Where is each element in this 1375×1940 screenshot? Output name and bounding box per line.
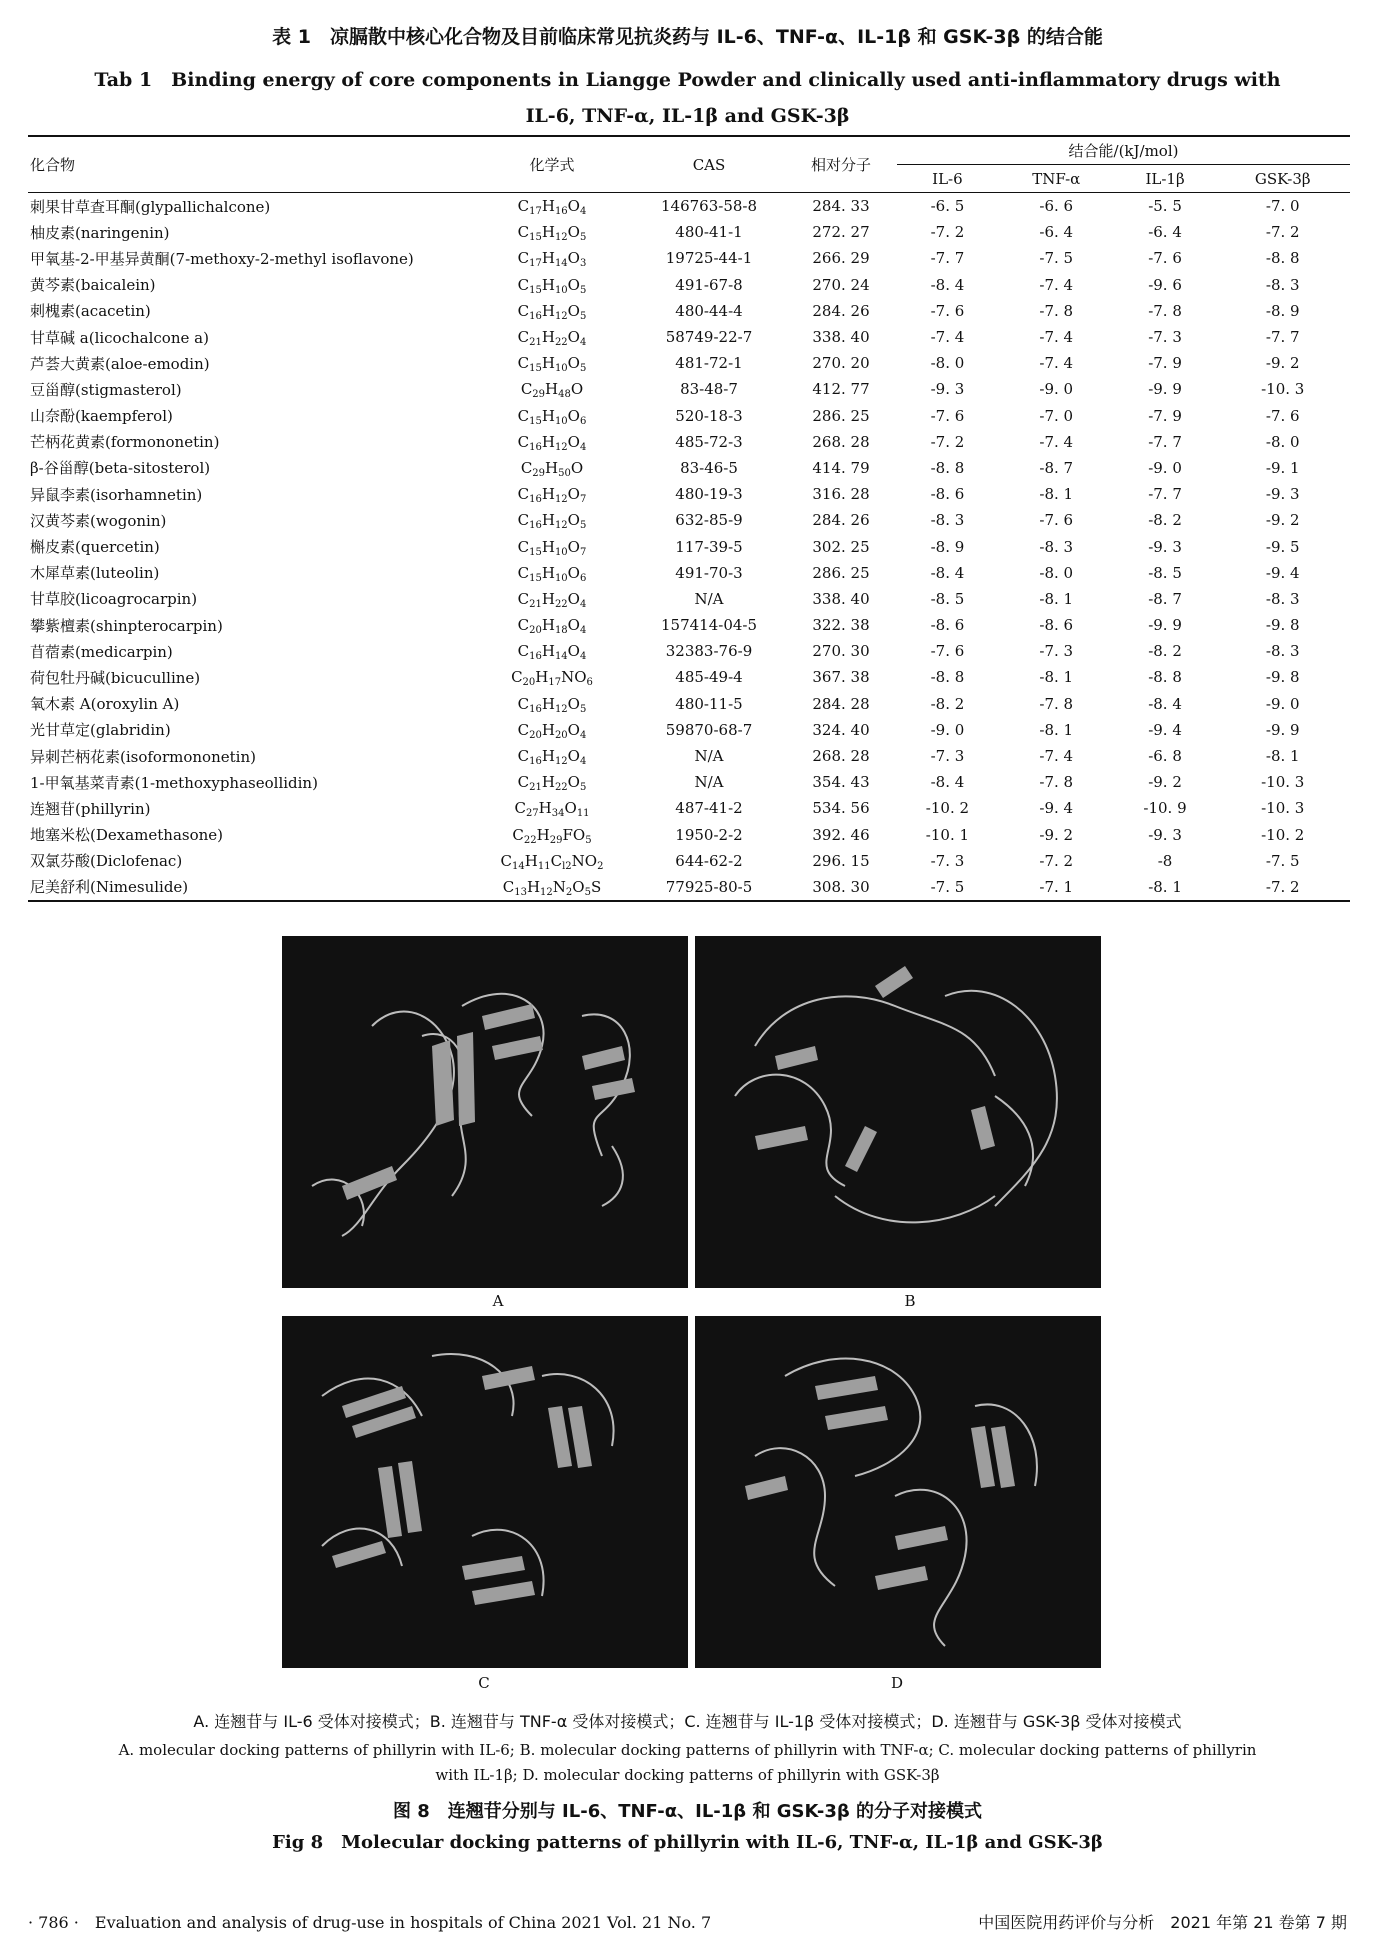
binding-gsk: -9. 2 [1265,511,1300,530]
cas-number: 59870-68-7 [665,720,753,739]
binding-il1b: -8. 7 [1148,589,1182,608]
binding-il1b: -7. 7 [1148,485,1182,504]
binding-il6: -7. 4 [930,328,965,347]
binding-il6: -8. 4 [930,563,965,582]
chemical-formula: $C_{16}H_{12}O_4$ [517,432,587,453]
table-row [28,193,1350,220]
table-row [28,612,1350,638]
header-il1b: IL-1β [1115,165,1216,193]
binding-il1b: -9. 6 [1148,275,1182,294]
binding-il1b: -7. 6 [1148,249,1182,268]
table-row [28,560,1350,586]
binding-tnf: -9. 2 [1039,825,1074,844]
compound-name: 甲氧基-2-甲基异黄酮(7-methoxy-2-methyl isoflavone) [30,249,414,268]
table-row [28,848,1350,874]
chemical-formula: $C_{21}H_{22}O_4$ [517,328,587,349]
table-row [28,717,1350,743]
binding-il1b: -8. 4 [1148,694,1182,713]
binding-il6: -7. 3 [930,747,965,766]
binding-gsk: -9. 8 [1265,616,1300,635]
chemical-formula: $C_{16}H_{12}O_7$ [517,485,587,506]
cas-number: 485-49-4 [675,668,743,687]
binding-il6: -10. 2 [925,799,970,818]
panel-c-label: C [478,1674,490,1692]
protein-structure-b [695,936,1101,1288]
binding-gsk: -8. 3 [1265,275,1300,294]
binding-gsk: -10. 3 [1261,380,1305,399]
binding-tnf: -7. 4 [1039,275,1074,294]
binding-tnf: -8. 1 [1039,668,1074,687]
cas-number: 487-41-2 [675,799,743,818]
molecular-weight: 268. 28 [812,432,870,451]
molecular-weight: 270. 20 [812,354,870,373]
binding-il1b: -9. 0 [1148,458,1182,477]
table-row [28,507,1350,533]
chemical-formula: $C_{17}H_{16}O_4$ [517,197,587,218]
binding-tnf: -7. 4 [1039,747,1074,766]
binding-tnf: -9. 0 [1039,380,1074,399]
binding-il6: -8. 4 [930,773,965,792]
binding-il6: -8. 6 [930,616,965,635]
binding-il1b: -8. 8 [1148,668,1182,687]
compound-name: 异鼠李素(isorhamnetin) [30,485,203,504]
binding-gsk: -10. 3 [1261,799,1305,818]
binding-il6: -8. 2 [930,694,965,713]
compound-name: 连翘苷(phillyrin) [30,799,151,818]
binding-gsk: -8. 9 [1265,301,1300,320]
chemical-formula: $C_{14}H_{11}C_{l2}NO_2$ [500,851,604,872]
compound-name: 山奈酚(kaempferol) [30,407,173,426]
binding-tnf: -8. 6 [1039,616,1074,635]
cas-number: 480-11-5 [675,694,743,713]
binding-gsk: -7. 0 [1265,197,1300,216]
cas-number: 481-72-1 [675,354,743,373]
table-title-zh: 表 1 凉膈散中核心化合物及目前临床常见抗炎药与 IL-6、TNF-α、IL-1β 和 GSK-3β 的结合能 [272,26,1103,48]
binding-il6: -8. 8 [930,458,965,477]
molecular-weight: 266. 29 [812,249,870,268]
compound-name: 地塞米松(Dexamethasone) [30,826,224,845]
molecular-weight: 338. 40 [812,328,870,347]
cas-number: 19725-44-1 [665,249,753,268]
binding-gsk: -9. 8 [1265,668,1300,687]
figure-title-zh: 图 8 连翘苷分别与 IL-6、TNF-α、IL-1β 和 GSK-3β 的分子对接模式 [393,1801,982,1822]
table-row [28,874,1350,901]
chemical-formula: $C_{16}H_{12}O_4$ [517,747,587,768]
molecular-weight: 367. 38 [812,668,870,687]
binding-gsk: -7. 2 [1265,223,1300,242]
binding-il1b: -5. 5 [1148,197,1182,216]
table-title-en-line1: Tab 1 Binding energy of core components in Liangge Powder and clinically used anti-inflammatory drugs with [94,69,1281,91]
binding-il1b: -9. 4 [1148,720,1182,739]
cas-number: 480-41-1 [675,223,743,242]
chemical-formula: $C_{15}H_{10}O_5$ [517,275,587,296]
binding-gsk: -7. 2 [1265,877,1300,896]
compound-name: 异刺芒柄花素(isoformononetin) [30,747,256,766]
binding-tnf: -7. 6 [1039,511,1074,530]
binding-tnf: -8. 3 [1039,537,1074,556]
panel-b-label: B [904,1292,916,1310]
chemical-formula: $C_{20}H_{18}O_4$ [517,616,587,637]
binding-il1b: -6. 4 [1148,223,1182,242]
cas-number: 117-39-5 [675,537,743,556]
binding-il1b: -10. 9 [1143,799,1187,818]
figure-caption-zh: A. 连翘苷与 IL-6 受体对接模式；B. 连翘苷与 TNF-α 受体对接模式；C. 连翘苷与 IL-1β 受体对接模式；D. 连翘苷与 GSK-3β 受体对接模式 [193,1712,1182,1731]
table-row [28,272,1350,298]
table-row [28,586,1350,612]
binding-il6: -8. 0 [930,354,965,373]
binding-tnf: -8. 1 [1039,720,1074,739]
cas-number: N/A [694,589,724,608]
table-title-en-line2: IL-6, TNF-α, IL-1β and GSK-3β [525,105,850,127]
figure-title-en: Fig 8 Molecular docking patterns of phillyrin with IL-6, TNF-α, IL-1β and GSK-3β [272,1832,1103,1853]
binding-il6: -6. 5 [930,197,965,216]
binding-tnf: -7. 8 [1039,694,1074,713]
compound-name: 木犀草素(luteolin) [30,564,160,583]
binding-il1b: -7. 9 [1148,406,1182,425]
molecular-weight: 286. 25 [812,406,870,425]
header-binding-group: 结合能/(kJ/mol) [897,136,1350,165]
table-row [28,403,1350,429]
chemical-formula: $C_{16}H_{14}O_4$ [517,642,587,663]
chemical-formula: $C_{27}H_{34}O_{11}$ [514,799,590,820]
binding-il6: -7. 7 [930,249,965,268]
binding-tnf: -7. 8 [1039,301,1074,320]
compound-name: β-谷甾醇(beta-sitosterol) [30,459,211,478]
molecular-weight: 354. 43 [812,773,870,792]
molecular-weight: 270. 24 [812,275,870,294]
table-row [28,691,1350,717]
binding-il6: -7. 2 [930,223,965,242]
cas-number: 644-62-2 [675,851,743,870]
binding-il6: -7. 3 [930,851,965,870]
binding-tnf: -7. 0 [1039,406,1074,425]
molecular-weight: 308. 30 [812,877,870,896]
table-title-en [0,62,1375,134]
binding-gsk: -7. 5 [1265,851,1300,870]
molecular-weight: 414. 79 [812,458,870,477]
binding-gsk: -8. 0 [1265,432,1300,451]
binding-gsk: -9. 9 [1265,720,1300,739]
binding-il1b: -8. 5 [1148,563,1182,582]
binding-il6: -7. 6 [930,642,965,661]
compound-name: 芒柄花黄素(formononetin) [30,433,220,452]
header-formula: 化学式 [471,136,633,193]
chemical-formula: $C_{16}H_{12}O_5$ [517,511,587,532]
binding-il6: -8. 9 [930,537,965,556]
molecular-weight: 324. 40 [812,720,870,739]
molecular-weight: 534. 56 [812,799,870,818]
cas-number: 157414-04-5 [660,616,758,635]
panel-b-image [695,936,1101,1288]
table-row [28,481,1350,507]
compound-name: 光甘草定(glabridin) [30,721,171,740]
compound-name: 苜蓿素(medicarpin) [30,642,173,661]
binding-il1b: -8. 2 [1148,511,1182,530]
panel-d-label: D [890,1674,904,1692]
molecular-weight: 392. 46 [812,825,870,844]
binding-il6: -7. 6 [930,406,965,425]
chemical-formula: $C_{15}H_{12}O_5$ [517,223,587,244]
cas-number: 58749-22-7 [665,328,753,347]
compound-name: 槲皮素(quercetin) [30,538,160,557]
molecular-weight: 296. 15 [812,851,870,870]
table-row [28,822,1350,848]
binding-il6: -9. 0 [930,720,965,739]
binding-gsk: -9. 0 [1265,694,1300,713]
binding-tnf: -7. 5 [1039,249,1074,268]
panel-d-image [695,1316,1101,1668]
chemical-formula: $C_{21}H_{22}O_4$ [517,589,587,610]
cas-number: 77925-80-5 [665,877,753,896]
cas-number: 520-18-3 [675,406,743,425]
table-row [28,743,1350,769]
molecular-weight: 338. 40 [812,589,870,608]
binding-il1b: -7. 3 [1148,328,1182,347]
molecular-weight: 302. 25 [812,537,870,556]
footer-journal-zh: 中国医院用药评价与分析 2021 年第 21 卷第 7 期 [978,1913,1347,1932]
binding-gsk: -7. 6 [1265,406,1300,425]
compound-name: 柚皮素(naringenin) [30,223,170,242]
binding-il6: -7. 2 [930,432,965,451]
binding-il1b: -7. 8 [1148,301,1182,320]
compound-name: 1-甲氧基菜青素(1-methoxyphaseollidin) [30,773,318,792]
binding-tnf: -7. 4 [1039,354,1074,373]
compound-name: 刺果甘草查耳酮(glypallichalcone) [30,197,271,216]
binding-tnf: -8. 1 [1039,485,1074,504]
binding-gsk: -10. 2 [1261,825,1305,844]
binding-tnf: -7. 3 [1039,642,1074,661]
cas-number: 485-72-3 [675,432,743,451]
header-gsk: GSK-3β [1215,165,1350,193]
header-cas: CAS [633,136,785,193]
cas-number: 480-19-3 [675,485,743,504]
molecular-weight: 284. 26 [812,301,870,320]
binding-gsk: -9. 2 [1265,354,1300,373]
binding-il6: -8. 8 [930,668,965,687]
table-row [28,533,1350,559]
binding-tnf: -6. 6 [1039,197,1074,216]
panel-c-image [282,1316,688,1668]
chemical-formula: $C_{16}H_{12}O_5$ [517,301,587,322]
binding-gsk: -9. 3 [1265,485,1300,504]
cas-number: 146763-58-8 [660,197,758,216]
binding-il1b: -8. 2 [1148,642,1182,661]
molecular-weight: 322. 38 [812,616,870,635]
footer-journal-en: · 786 · Evaluation and analysis of drug-use in hospitals of China 2021 Vol. 21 No. 7 [28,1913,712,1932]
compound-name: 豆甾醇(stigmasterol) [30,380,182,399]
compound-name: 黄芩素(baicalein) [30,276,156,295]
table-row [28,219,1350,245]
binding-il6: -8. 6 [930,485,965,504]
table-row [28,376,1350,402]
table-row [28,350,1350,376]
binding-tnf: -7. 2 [1039,851,1074,870]
binding-tnf: -7. 4 [1039,328,1074,347]
table-row [28,769,1350,795]
table-row [28,298,1350,324]
table-row [28,429,1350,455]
binding-il6: -9. 3 [930,380,965,399]
binding-il1b: -7. 7 [1148,432,1182,451]
compound-name: 甘草碱 a(licochalcone a) [30,328,209,347]
binding-il6: -8. 3 [930,511,965,530]
compound-name: 双氯芬酸(Diclofenac) [30,852,183,871]
binding-il1b: -8 [1157,851,1173,870]
chemical-formula: $C_{20}H_{17}NO_6$ [511,668,593,689]
cas-number: 480-44-4 [675,301,743,320]
molecular-weight: 270. 30 [812,642,870,661]
chemical-formula: $C_{22}H_{29}FO_5$ [512,825,592,846]
binding-gsk: -10. 3 [1261,773,1305,792]
chemical-formula: $C_{21}H_{22}O_5$ [517,773,587,794]
table-row [28,795,1350,821]
binding-tnf: -8. 0 [1039,563,1074,582]
compound-name: 氧木素 A(oroxylin A) [30,695,180,714]
chemical-formula: $C_{15}H_{10}O_5$ [517,354,587,375]
binding-tnf: -8. 1 [1039,589,1074,608]
cas-number: 83-48-7 [680,380,738,399]
chemical-formula: $C_{15}H_{10}O_7$ [517,537,587,558]
chemical-formula: $C_{29}H_{50}O$ [520,458,584,479]
compound-name: 汉黄芩素(wogonin) [30,511,167,530]
compound-name: 刺槐素(acacetin) [30,302,151,321]
header-tnf: TNF-α [998,165,1115,193]
binding-gsk: -9. 4 [1265,563,1300,582]
binding-il1b: -9. 2 [1148,773,1182,792]
binding-gsk: -9. 5 [1265,537,1300,556]
compound-name: 芦荟大黄素(aloe-emodin) [30,354,210,373]
cas-number: 83-46-5 [680,458,738,477]
chemical-formula: $C_{20}H_{20}O_4$ [517,720,587,741]
table-row [28,324,1350,350]
chemical-formula: $C_{15}H_{10}O_6$ [517,563,587,584]
header-compound: 化合物 [28,136,471,193]
molecular-weight: 316. 28 [812,485,870,504]
table-body [28,193,1350,902]
cas-number: N/A [694,747,724,766]
binding-il1b: -9. 3 [1148,537,1182,556]
binding-il1b: -6. 8 [1148,747,1182,766]
compound-name: 尼美舒利(Nimesulide) [30,878,189,897]
table-row [28,245,1350,271]
binding-tnf: -8. 7 [1039,458,1074,477]
cas-number: 632-85-9 [675,511,743,530]
binding-tnf: -7. 8 [1039,773,1074,792]
molecular-weight: 284. 33 [812,197,870,216]
figure-caption-en: A. molecular docking patterns of phillyrin with IL-6; B. molecular docking patterns of phillyrin with TNF-α; C. molecular docking patterns of phillyrin with IL-1β; D. molecular docking patterns of phillyrin with GSK-3β [118,1741,1257,1784]
molecular-weight: 286. 25 [812,563,870,582]
binding-il1b: -8. 1 [1148,877,1182,896]
chemical-formula: $C_{29}H_{48}O$ [520,380,584,401]
compound-name: 甘草胶(licoagrocarpin) [30,590,198,609]
binding-il6: -8. 5 [930,589,965,608]
compound-name: 荷包牡丹碱(bicuculline) [30,668,201,687]
molecular-weight: 284. 26 [812,511,870,530]
binding-il1b: -7. 9 [1148,354,1182,373]
binding-il6: -7. 6 [930,301,965,320]
binding-energy-table [28,135,1350,902]
chemical-formula: $C_{13}H_{12}N_2O_5S$ [502,877,602,898]
header-mw: 相对分子 [785,136,897,193]
protein-structure-a [282,936,688,1288]
binding-gsk: -8. 8 [1265,249,1300,268]
molecular-weight: 272. 27 [812,223,870,242]
binding-il6: -7. 5 [930,877,965,896]
protein-structure-d [695,1316,1101,1668]
chemical-formula: $C_{16}H_{12}O_5$ [517,694,587,715]
header-il6: IL-6 [897,165,998,193]
cas-number: N/A [694,773,724,792]
binding-il6: -8. 4 [930,275,965,294]
protein-structure-c [282,1316,688,1668]
binding-gsk: -9. 1 [1265,458,1300,477]
binding-gsk: -7. 7 [1265,328,1300,347]
binding-gsk: -8. 3 [1265,589,1300,608]
chemical-formula: $C_{17}H_{14}O_3$ [517,249,587,270]
binding-il6: -10. 1 [925,825,970,844]
table-row [28,455,1350,481]
table-row [28,638,1350,664]
cas-number: 491-67-8 [675,275,743,294]
panel-a-image [282,936,688,1288]
panel-a-label: A [492,1292,504,1310]
binding-gsk: -8. 3 [1265,642,1300,661]
binding-tnf: -7. 1 [1039,877,1074,896]
binding-il1b: -9. 9 [1148,380,1182,399]
molecular-weight: 284. 28 [812,694,870,713]
binding-tnf: -6. 4 [1039,223,1074,242]
molecular-weight: 412. 77 [812,380,870,399]
cas-number: 1950-2-2 [675,825,743,844]
chemical-formula: $C_{15}H_{10}O_6$ [517,406,587,427]
cas-number: 32383-76-9 [665,642,753,661]
compound-name: 攀紫檀素(shinpterocarpin) [30,616,223,635]
molecular-weight: 268. 28 [812,747,870,766]
binding-il1b: -9. 9 [1148,616,1182,635]
binding-tnf: -9. 4 [1039,799,1074,818]
binding-il1b: -9. 3 [1148,825,1182,844]
binding-gsk: -8. 1 [1265,747,1300,766]
cas-number: 491-70-3 [675,563,743,582]
table-row [28,664,1350,690]
binding-tnf: -7. 4 [1039,432,1074,451]
